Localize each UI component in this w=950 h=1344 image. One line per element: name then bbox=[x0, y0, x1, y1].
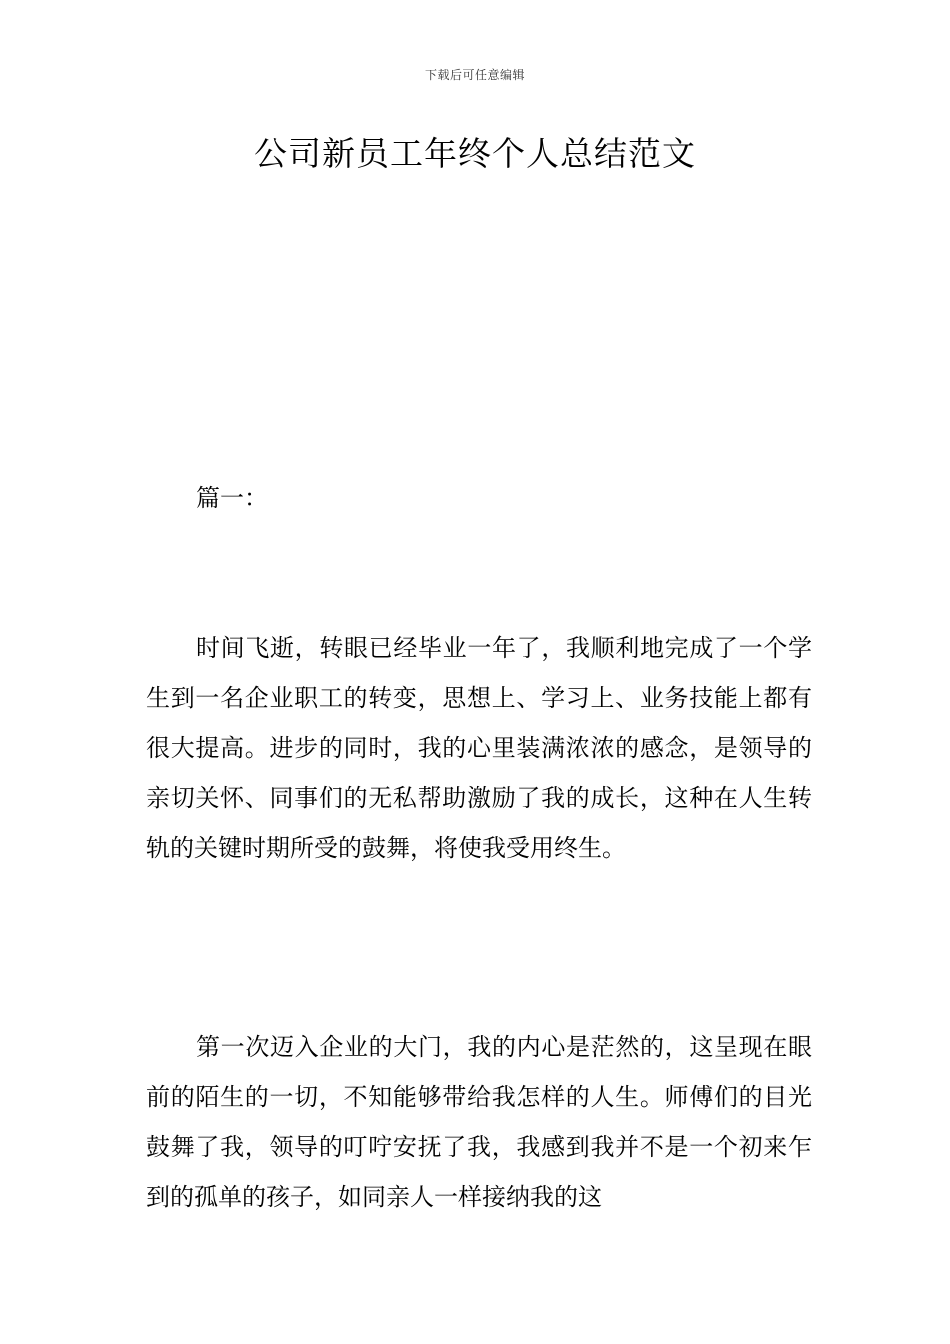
section-label: 篇一： bbox=[196, 484, 268, 512]
body-paragraph: 第一次迈入企业的大门，我的内心是茫然的，这呈现在眼前的陌生的一切，不知能够带给我怎样的人生。师傅们的目光鼓舞了我，领导的叮咛安抚了我，我感到我并不是一个初来乍到的孤单的孩子，如同亲人一样接纳我的这 bbox=[146, 1033, 812, 1211]
body-paragraph: 时间飞逝，转眼已经毕业一年了，我顺利地完成了一个学生到一名企业职工的转变，思想上、学习上、业务技能上都有很大提高。进步的同时，我的心里装满浓浓的感念，是领导的亲切关怀、同事们的无私帮助激励了我的成长，这种在人生转轨的关键时期所受的鼓舞，将使我受用终生。 bbox=[146, 634, 812, 862]
header-note: 下载后可任意编辑 bbox=[424, 68, 525, 82]
document-title: 公司新员工年终个人总结范文 bbox=[254, 134, 696, 173]
